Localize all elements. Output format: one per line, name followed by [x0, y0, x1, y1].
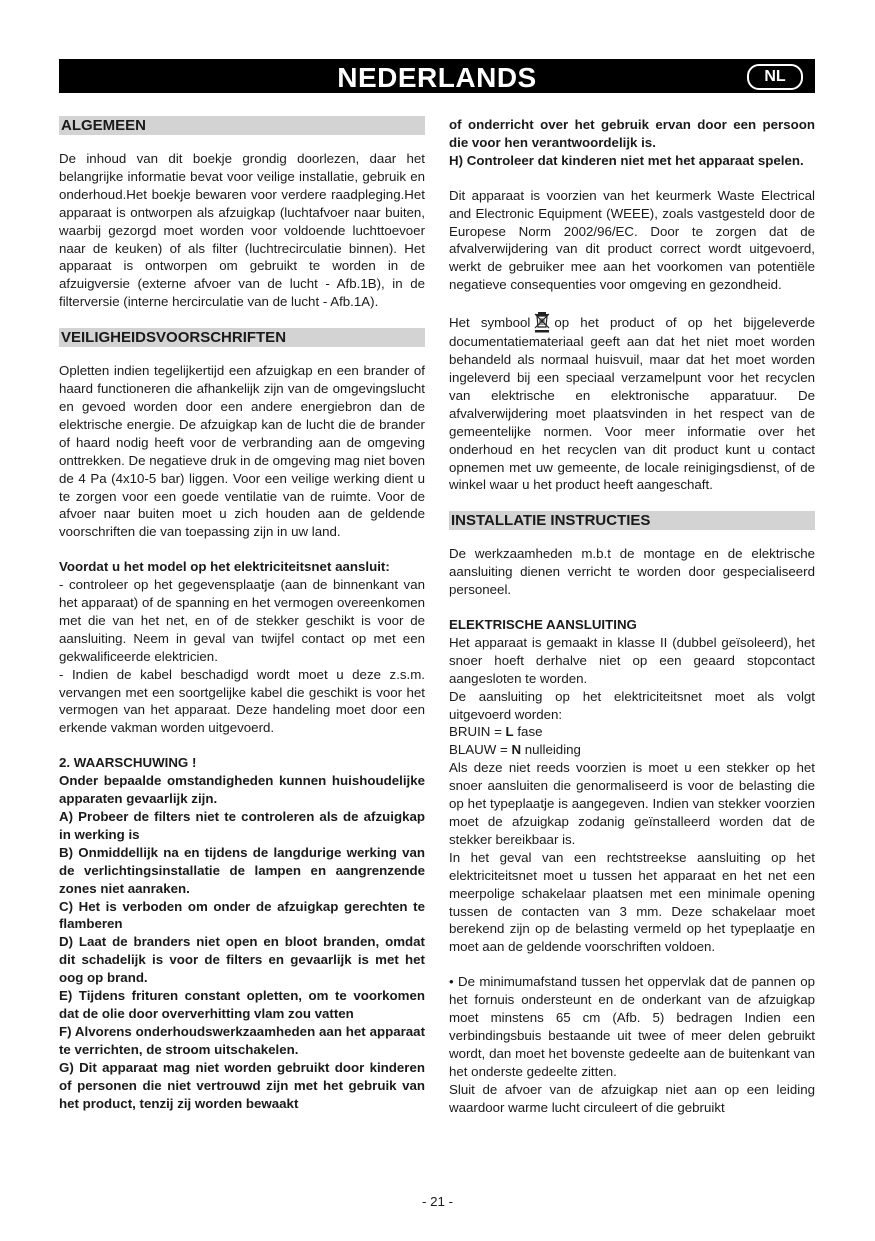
symbol-paragraph [449, 311, 815, 494]
weee-paragraph: Dit apparaat is voorzien van het keurmerk Waste Electrical and Electronic Equipment (WEEE), zoals vastgesteld door de Europese Norm 2002/96/EC. Door te zorgen dat de afvalverwijdering van dit product correct wordt uitgevoerd, werkt de gebruiker mee aan het voorkomen van potentiële negatieve consequenties voor omgeving en gezondheid. [449, 187, 815, 293]
warning-item-a: A) Probeer de filters niet te controleren als de afzuigkap in werking is [59, 809, 425, 842]
brown-letter: L [505, 724, 514, 740]
symbol-text-after: op het product of op het bijgeleverde documentatiemateriaal geeft aan dat het niet moet worden behandeld als normaal huisvuil, maar dat het moet worden ingeleverd bij een speciaal verzamelpunt voor het recyclen van elektrische en elektronische apparatuur. De afvalverwijdering moet plaatsvinden in het respect van de gemeentelijke normen. Voor meer informatie over het onderhoud en het recyclen van dit product kunt u contact opnemen met uw gemeente, de locale reinigingsdienst, of de winkel waar u het product heeft aangeschaft. [449, 315, 815, 493]
brown-label: BRUIN = [449, 724, 506, 740]
section-heading-installatie: INSTALLATIE INSTRUCTIES [449, 511, 815, 530]
blue-text: nulleiding [521, 742, 581, 758]
elektrische-p4: In het geval van een rechtstreekse aansluiting op het elektriciteitsnet moet u tussen het apparaat en het net een meerpolige schakelaar plaatsen met een minimale opening tussen de contacten van 3 mm. Deze schakelaar moet berekend zijn op de belasting vermeld op het typeplaatje en moet aan de geldende voorschriften voldoen. [449, 849, 815, 955]
brown-wire-line [449, 723, 815, 741]
installatie-body: De werkzaamheden m.b.t de montage en de elektrische aansluiting dienen verricht te worden door gespecialiseerd personeel. [449, 546, 815, 598]
net-connection-item-2: - Indien de kabel beschadigd wordt moet u deze z.s.m. vervangen met een soortgelijke kabel die geschikt is voor het vermogen van het apparaat. Deze handeling moet door een erkende vakman worden uitgevoerd. [59, 666, 425, 736]
elektrische-aansluiting-heading: ELEKTRISCHE AANSLUITING [449, 617, 637, 633]
warning-block [59, 754, 425, 1112]
warning-item-e: E) Tijdens frituren constant opletten, om te voorkomen dat de olie door oververhitting vlam zou vatten [59, 988, 425, 1021]
language-code-badge: NL [747, 64, 803, 90]
warning-item-g-continued: of onderricht over het gebruik ervan door een persoon die voor hen verantwoordelijk is. [449, 117, 815, 150]
blue-wire-line [449, 741, 815, 759]
warning-heading: 2. WAARSCHUWING ! [59, 755, 197, 771]
section-heading-algemeen: ALGEMEEN [59, 116, 425, 135]
page-title: NEDERLANDS [337, 62, 537, 93]
last-paragraph: Sluit de afvoer van de afzuigkap niet aan op een leiding waardoor warme lucht circuleert of die gebruikt [449, 1081, 815, 1115]
elektrische-p2: De aansluiting op het elektriciteitsnet moet als volgt uitgevoerd worden: [449, 688, 815, 722]
algemeen-body: De inhoud van dit boekje grondig doorlezen, daar het belangrijke informatie bevat voor veilige installatie, gebruik en onderhoud.Het boekje bewaren voor verdere raadpleging.Het apparaat is ontworpen als afzuigkap (luchtafvoer naar buiten, waarbij gezorgd moet worden voor voldoende luchttoevoer naar de keuken) of als filter (luchtrecirculatie binnen). Het apparaat is ontworpen om gebruikt te worden in de afzuigversie (externe afvoer van de lucht - Afb.1B), in de filterversie (interne hercirculatie van de lucht - Afb.1A). [59, 151, 425, 310]
warning-item-b: B) Onmiddellijk na en tijdens de langdurige werking van de verlichtingsinstallatie de lampen en aangrenzende zones niet aanraken. [59, 844, 425, 896]
warning-item-h: H) Controleer dat kinderen niet met het apparaat spelen. [449, 152, 804, 168]
veiligheid-body: Opletten indien tegelijkertijd een afzuigkap en een brander of haard functioneren die afhankelijk zijn van de omgevingslucht en gevoed worden door een andere energiebron dan de elektrische energie. De afzuigkap kan de lucht die de brander of haard nodig heeft voor de verbranding aan de omgeving onttrekken. De negatieve druk in de omgeving mag niet boven de 4 Pa (4x10-5 bar) liggen. Voor een veilige werking dient u te zorgen voor een goede ventilatie van de ruimte. Voor de afvoer naar buiten moet u zich houden aan de geldende voorschriften die van toepassing zijn in uw land. [59, 363, 425, 540]
left-column [59, 116, 425, 1112]
elektrische-p3: Als deze niet reeds voorzien is moet u een stekker op het snoer aansluiten die genormaliseerd is voor de belasting die op het typeplaatje is aangegeven. Indien van stekker voorzien moet de afzuigkap zodanig geïnstalleerd worden dat de stekker bereikbaar is. [449, 760, 815, 847]
warning-item-f: F) Alvorens onderhoudswerkzaamheden aan het apparaat te verrichten, de stroom uitschakelen. [59, 1023, 425, 1057]
warning-intro: Onder bepaalde omstandigheden kunnen huishoudelijke apparaten gevaarlijk zijn. [59, 773, 425, 807]
brown-text: fase [513, 724, 543, 740]
language-banner [59, 59, 815, 93]
crossed-bin-icon [533, 311, 551, 333]
section-heading-veiligheid: VEILIGHEIDSVOORSCHRIFTEN [59, 328, 425, 347]
blue-letter: N [511, 742, 522, 758]
right-column [449, 116, 815, 1117]
warning-item-g: G) Dit apparaat mag niet worden gebruikt door kinderen of personen die niet vertrouwd zijn met het gebruik van het product, tenzij zij worden bewaakt [59, 1059, 425, 1111]
blue-label: BLAUW = [449, 742, 512, 758]
distance-paragraph: • De minimumafstand tussen het oppervlak dat de pannen op het fornuis ondersteunt en de onderkant van de afzuigkap moet minstens 65 cm (Afb. 5) bedragen Indien een verbindingsbuis bestaande uit twee of meer delen gebruikt wordt, dan moet het bovenste gedeelte aan de buitenkant van het onderste gedeelte zitten. [449, 974, 815, 1079]
net-connection-heading: Voordat u het model op het elektriciteitsnet aansluit: [59, 559, 390, 575]
warning-item-c: C) Het is verboden om onder de afzuigkap gerechten te flamberen [59, 898, 425, 932]
elektrische-p1: Het apparaat is gemaakt in klasse II (dubbel geïsoleerd), het snoer hoeft derhalve niet op een geaard stopcontact aangesloten te worden. [449, 634, 815, 686]
symbol-text-before: Het symbool [449, 315, 531, 331]
net-connection-item-1: - controleer op het gegevensplaatje (aan de binnenkant van het apparaat) of de spanning en het vermogen overeenkomen met die van het net, en of de stekker geschikt is voor de aansluiting. Neem in geval van twijfel contact op met een gekwalificeerde elektricien. [59, 577, 425, 664]
warning-continued [449, 116, 815, 170]
warning-item-d: D) Laat de branders niet open en bloot branden, omdat dit schadelijk is voor de filters en gevaarlijk is met het oog op brand. [59, 934, 425, 986]
page-number: - 21 - [421, 1194, 454, 1209]
